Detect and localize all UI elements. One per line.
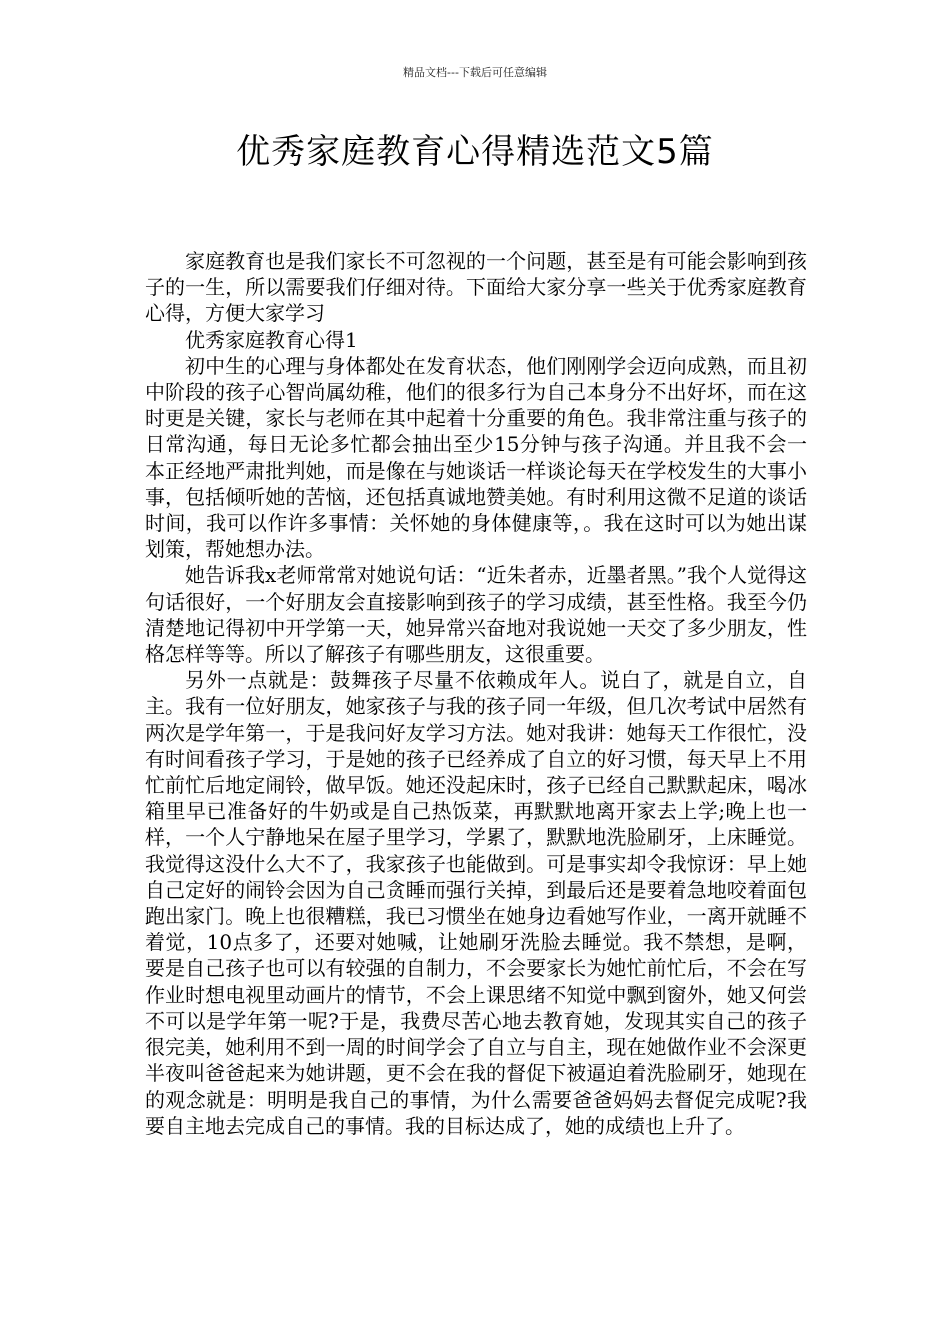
document-title: 优秀家庭教育心得精选范文5篇 [236, 132, 714, 172]
section-heading: 优秀家庭教育心得1 [185, 327, 358, 352]
body-paragraph: 初中生的心理与身体都处在发育状态，他们刚刚学会迈向成熟，而且初中阶段的孩子心智尚属幼稚，他们的很多行为自己本身分不出好坏，而在这时更是关键，家长与老师在其中起着十分重要的角色。我非常注重与孩子的日常沟通，每日无论多忙都会抽出至少15分钟与孩子沟通。并且我不会一本正经地严肃批判她，而是像在与她谈话一样谈论每天在学校发生的大事小事，包括倾听她的苦恼，还包括真诚地赞美她。有时利用这微不足道的谈话时间，我可以作许多事情：关怀她的身体健康等，。我在这时可以为她出谋划策，帮她想办法。 [145, 353, 807, 562]
page-header-note: 精品文档---下载后可任意编辑 [403, 66, 547, 79]
intro-paragraph: 家庭教育也是我们家长不可忽视的一个问题，甚至是有可能会影响到孩子的一生，所以需要我们仔细对待。下面给大家分享一些关于优秀家庭教育心得，方便大家学习 [145, 249, 807, 326]
body-paragraph: 她告诉我x老师常常对她说句话：“近朱者赤，近墨者黑。”我个人觉得这句话很好，一个好朋友会直接影响到孩子的学习成绩，甚至性格。我至今仍清楚地记得初中开学第一天，她异常兴奋地对我说她一天交了多少朋友，性格怎样等等。所以了解孩子有哪些朋友，这很重要。 [145, 563, 807, 667]
document-body [145, 248, 807, 1139]
body-paragraph: 另外一点就是：鼓舞孩子尽量不依赖成年人。说白了，就是自立，自主。我有一位好朋友，她家孩子与我的孩子同一年级，但几次考试中居然有两次是学年第一，于是我问好友学习方法。她对我讲：她每天工作很忙，没有时间看孩子学习，于是她的孩子已经养成了自立的好习惯，每天早上不用忙前忙后地定闹铃，做早饭。她还没起床时，孩子已经自己默默起床，喝冰箱里早已准备好的牛奶或是自己热饭菜，再默默地离开家去上学;晚上也一样，一个人宁静地呆在屋子里学习，学累了，默默地洗脸刷牙，上床睡觉。我觉得这没什么大不了，我家孩子也能做到。可是事实却令我惊讶：早上她自己定好的闹铃会因为自己贪睡而强行关掉，到最后还是要着急地咬着面包跑出家门。晚上也很糟糕，我已习惯坐在她身边看她写作业，一离开就睡不着觉，10点多了，还要对她喊，让她刷牙洗脸去睡觉。我不禁想，是啊，要是自己孩子也可以有较强的自制力，不会要家长为她忙前忙后，不会在写作业时想电视里动画片的情节，不会上课思绪不知觉中飘到窗外，她又何尝不可以是学年第一呢?于是，我费尽苦心地去教育她，发现其实自己的孩子很完美，她利用不到一周的时间学会了自立与自主，现在她做作业不会深更半夜叫爸爸起来为她讲题，更不会在我的督促下被逼迫着洗脸刷牙，她现在的观念就是：明明是我自己的事情，为什么需要爸爸妈妈去督促完成呢?我要自主地去完成自己的事情。我的目标达成了，她的成绩也上升了。 [145, 668, 807, 1138]
